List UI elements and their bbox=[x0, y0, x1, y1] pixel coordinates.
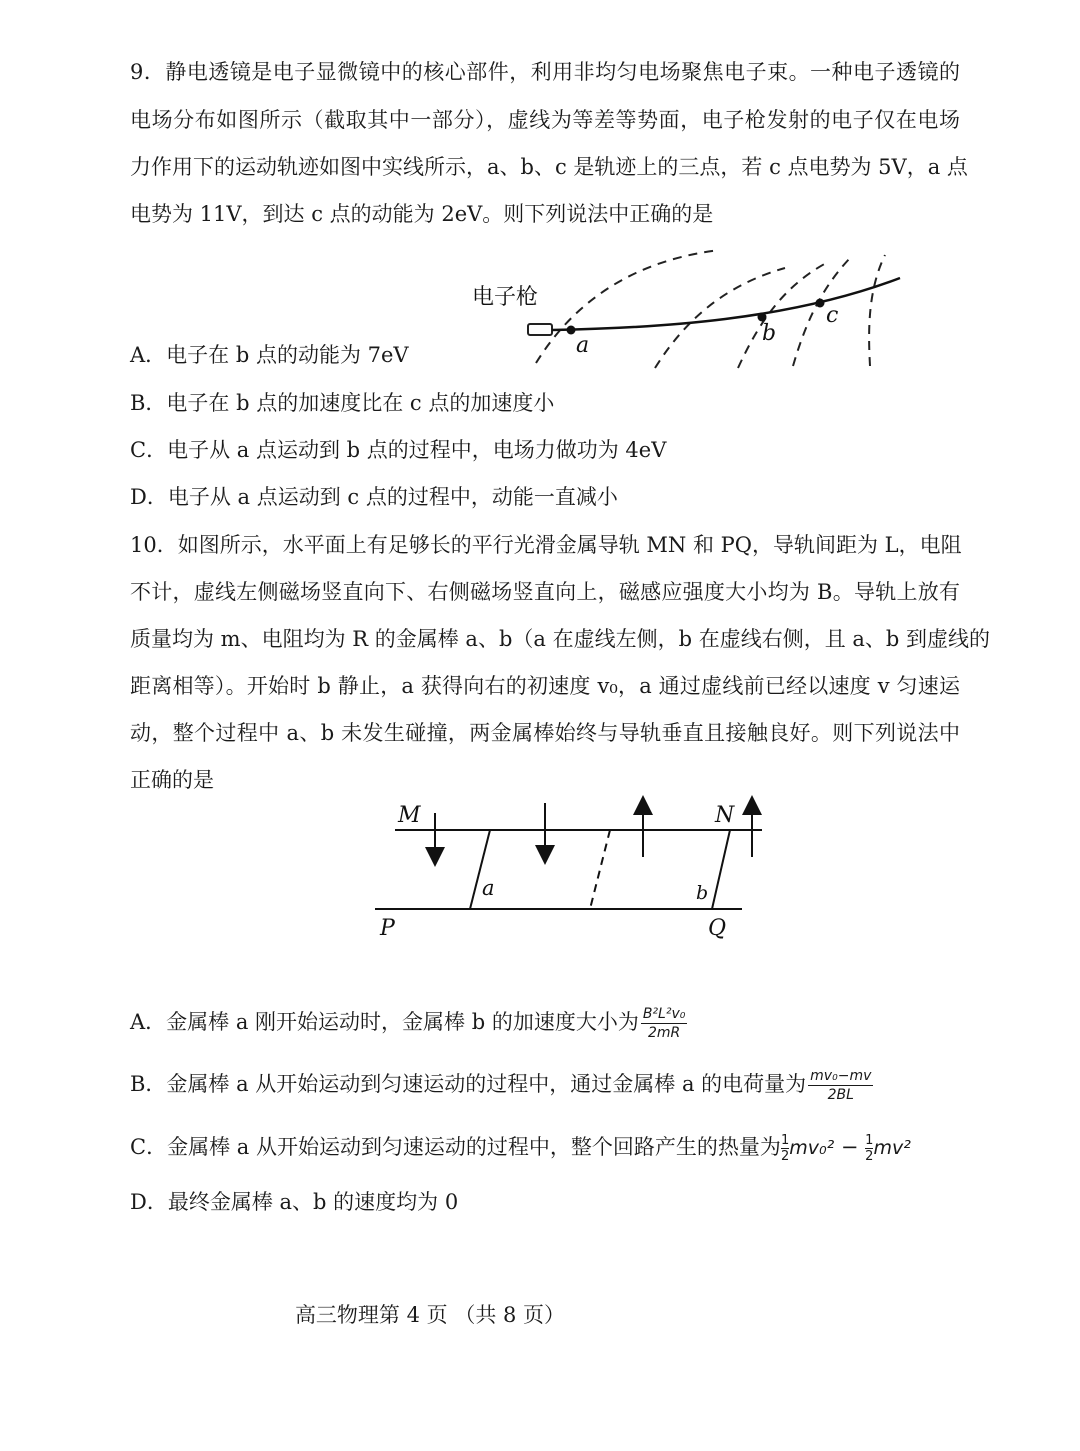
q10-line-1: 10．如图所示，水平面上有足够长的平行光滑金属导轨 MN 和 PQ，导轨间距为 L，电阻 bbox=[130, 533, 962, 557]
q10-line-4: 距离相等）。开始时 b 静止，a 获得向右的初速度 v₀，a 通过虚线前已经以速度 v 匀速运 bbox=[130, 674, 960, 698]
q10-option-a-numerator: B²L²v₀ bbox=[642, 1006, 686, 1022]
q10-line-3: 质量均为 m、电阻均为 R 的金属棒 a、b（a 在虚线左侧，b 在虚线右侧，且 a、b 到虚线的 bbox=[130, 627, 991, 651]
point-c-label: c bbox=[826, 303, 839, 328]
q10-option-b bbox=[130, 1067, 873, 1104]
q10-option-d: D．最终金属棒 a、b 的速度均为 0 bbox=[130, 1190, 459, 1214]
electron-trajectory bbox=[552, 278, 900, 330]
equipotential-line-4 bbox=[793, 258, 850, 366]
field-boundary-dashed bbox=[590, 830, 610, 909]
q9-option-d: D．电子从 a 点运动到 c 点的过程中，动能一直减小 bbox=[130, 485, 618, 509]
rails-figure bbox=[360, 795, 780, 945]
label-q: Q bbox=[708, 916, 727, 941]
label-m: M bbox=[398, 803, 421, 828]
label-n: N bbox=[715, 803, 735, 828]
q10-option-a-denominator: 2mR bbox=[647, 1025, 681, 1041]
q10-option-c bbox=[130, 1132, 911, 1164]
q9-line-4: 电势为 11V，到达 c 点的动能为 2eV。则下列说法中正确的是 bbox=[130, 202, 714, 226]
q10-option-c-half-1 bbox=[781, 1133, 789, 1164]
equipotential-line-1 bbox=[536, 250, 720, 363]
q10-option-b-numerator: mv₀−mv bbox=[810, 1068, 872, 1084]
q9-line-1: 9．静电透镜是电子显微镜中的核心部件，利用非均匀电场聚焦电子束。一种电子透镜的 bbox=[130, 60, 960, 84]
label-p: P bbox=[380, 916, 395, 941]
q9-line-2: 电场分布如图所示（截取其中一部分），虚线为等差等势面，电子枪发射的电子仅在电场 bbox=[130, 108, 960, 132]
q10-option-a-fraction bbox=[641, 1005, 688, 1042]
q9-option-a: A．电子在 b 点的动能为 7eV bbox=[130, 343, 409, 367]
electron-lens-figure bbox=[460, 240, 920, 380]
q9-option-c: C．电子从 a 点运动到 b 点的过程中，电场力做功为 4eV bbox=[130, 438, 667, 462]
bar-b bbox=[712, 830, 730, 909]
page-footer: 高三物理第 4 页 （共 8 页） bbox=[294, 1303, 566, 1327]
q10-option-c-text: C．金属棒 a 从开始运动到匀速运动的过程中，整个回路产生的热量为 bbox=[130, 1135, 781, 1159]
half-1-denominator: 2 bbox=[780, 1149, 790, 1164]
electron-gun-label: 电子枪 bbox=[472, 285, 539, 310]
q10-line-2: 不计，虚线左侧磁场竖直向下、右侧磁场竖直向上，磁感应强度大小均为 B。导轨上放有 bbox=[130, 580, 960, 604]
q10-option-c-term-1: mv₀² bbox=[789, 1137, 835, 1159]
q10-option-b-fraction bbox=[808, 1067, 873, 1104]
point-c-dot bbox=[816, 299, 825, 308]
q9-line-3: 力作用下的运动轨迹如图中实线所示，a、b、c 是轨迹上的三点，若 c 点电势为 5V，a 点 bbox=[130, 155, 968, 179]
half-2-denominator: 2 bbox=[865, 1149, 874, 1164]
point-a-dot bbox=[567, 326, 576, 335]
q10-option-c-term-2: mv² bbox=[873, 1137, 911, 1159]
half-2-numerator: 1 bbox=[865, 1133, 874, 1148]
label-bar-b: b bbox=[696, 882, 709, 904]
q10-option-a-text: A．金属棒 a 刚开始运动时，金属棒 b 的加速度大小为 bbox=[130, 1010, 639, 1034]
q10-line-5: 动，整个过程中 a、b 未发生碰撞，两金属棒始终与导轨垂直且接触良好。则下列说法中 bbox=[130, 721, 960, 745]
electron-gun-icon bbox=[528, 324, 552, 335]
point-b-label: b bbox=[762, 321, 777, 346]
half-1-numerator: 1 bbox=[780, 1133, 790, 1148]
q10-option-a bbox=[130, 1005, 687, 1042]
q10-option-b-text: B．金属棒 a 从开始运动到匀速运动的过程中，通过金属棒 a 的电荷量为 bbox=[130, 1072, 807, 1096]
q10-line-6: 正确的是 bbox=[130, 768, 214, 792]
point-a-label: a bbox=[576, 333, 590, 358]
label-bar-a: a bbox=[482, 876, 495, 900]
q9-option-b: B．电子在 b 点的加速度比在 c 点的加速度小 bbox=[130, 391, 555, 415]
q10-option-c-minus: − bbox=[834, 1135, 866, 1159]
q10-option-b-denominator: 2BL bbox=[827, 1087, 854, 1103]
equipotential-line-5 bbox=[869, 255, 885, 366]
